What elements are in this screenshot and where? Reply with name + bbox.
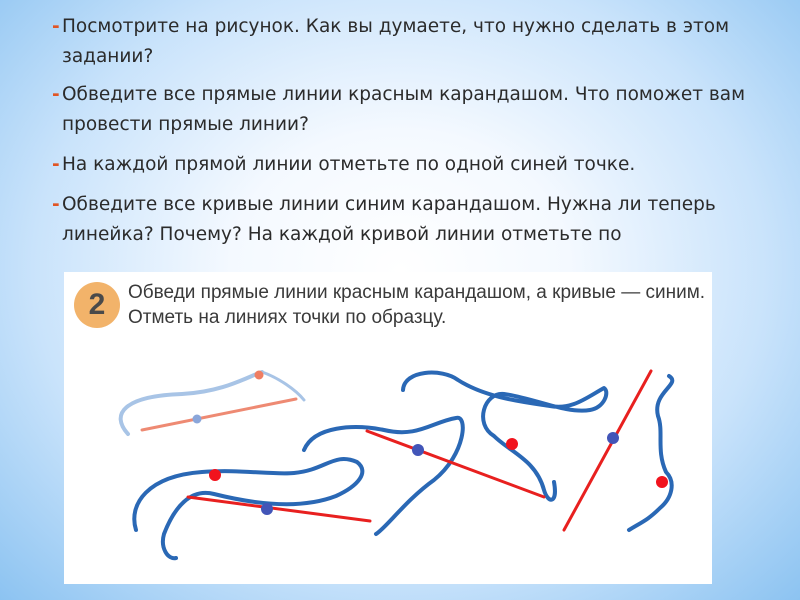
- task-text: Обведи прямые линии красным карандашом, а кривые — синим. Отметь на линиях точки по образцу.: [128, 282, 706, 328]
- instruction-4-text: Обведите все кривые линии синим карандашом. Нужна ли теперь линейка? Почему? На каждой кривой линии отметьте по: [62, 194, 716, 245]
- sample-curve-tail: [262, 372, 304, 400]
- red-dot: [656, 476, 668, 488]
- straight-line-bottom-left: [188, 497, 370, 521]
- red-dot: [506, 438, 518, 450]
- instruction-1: [52, 12, 790, 72]
- red-dot: [209, 469, 221, 481]
- blue-dot: [261, 503, 273, 515]
- bullet-dash: -: [52, 194, 60, 215]
- straight-line-diagonal: [367, 431, 544, 497]
- instruction-2-text: Обведите все прямые линии красным карандашом. Что поможет вам провести прямые линии?: [62, 84, 746, 135]
- blue-dot: [412, 444, 424, 456]
- sample-blue-dot: [193, 415, 202, 424]
- sample-red-dot: [255, 371, 264, 380]
- bullet-dash: -: [52, 84, 60, 105]
- task-number-badge: 2: [74, 282, 120, 328]
- sample-curve: [121, 372, 262, 434]
- bullet-dash: -: [52, 154, 60, 175]
- instruction-3: [52, 150, 790, 180]
- curve-left: [134, 459, 362, 558]
- blue-dot: [607, 432, 619, 444]
- textbook-exercise: [64, 272, 712, 584]
- bullet-dash: -: [52, 16, 60, 37]
- instruction-2: [52, 80, 790, 140]
- instruction-3-text: На каждой прямой линии отметьте по одной синей точке.: [62, 154, 636, 175]
- instruction-1-text: Посмотрите на рисунок. Как вы думаете, что нужно сделать в этом задании?: [62, 16, 730, 67]
- sample-straight-line: [142, 399, 296, 430]
- slide-instructions: [52, 12, 790, 260]
- instruction-4: [52, 190, 790, 250]
